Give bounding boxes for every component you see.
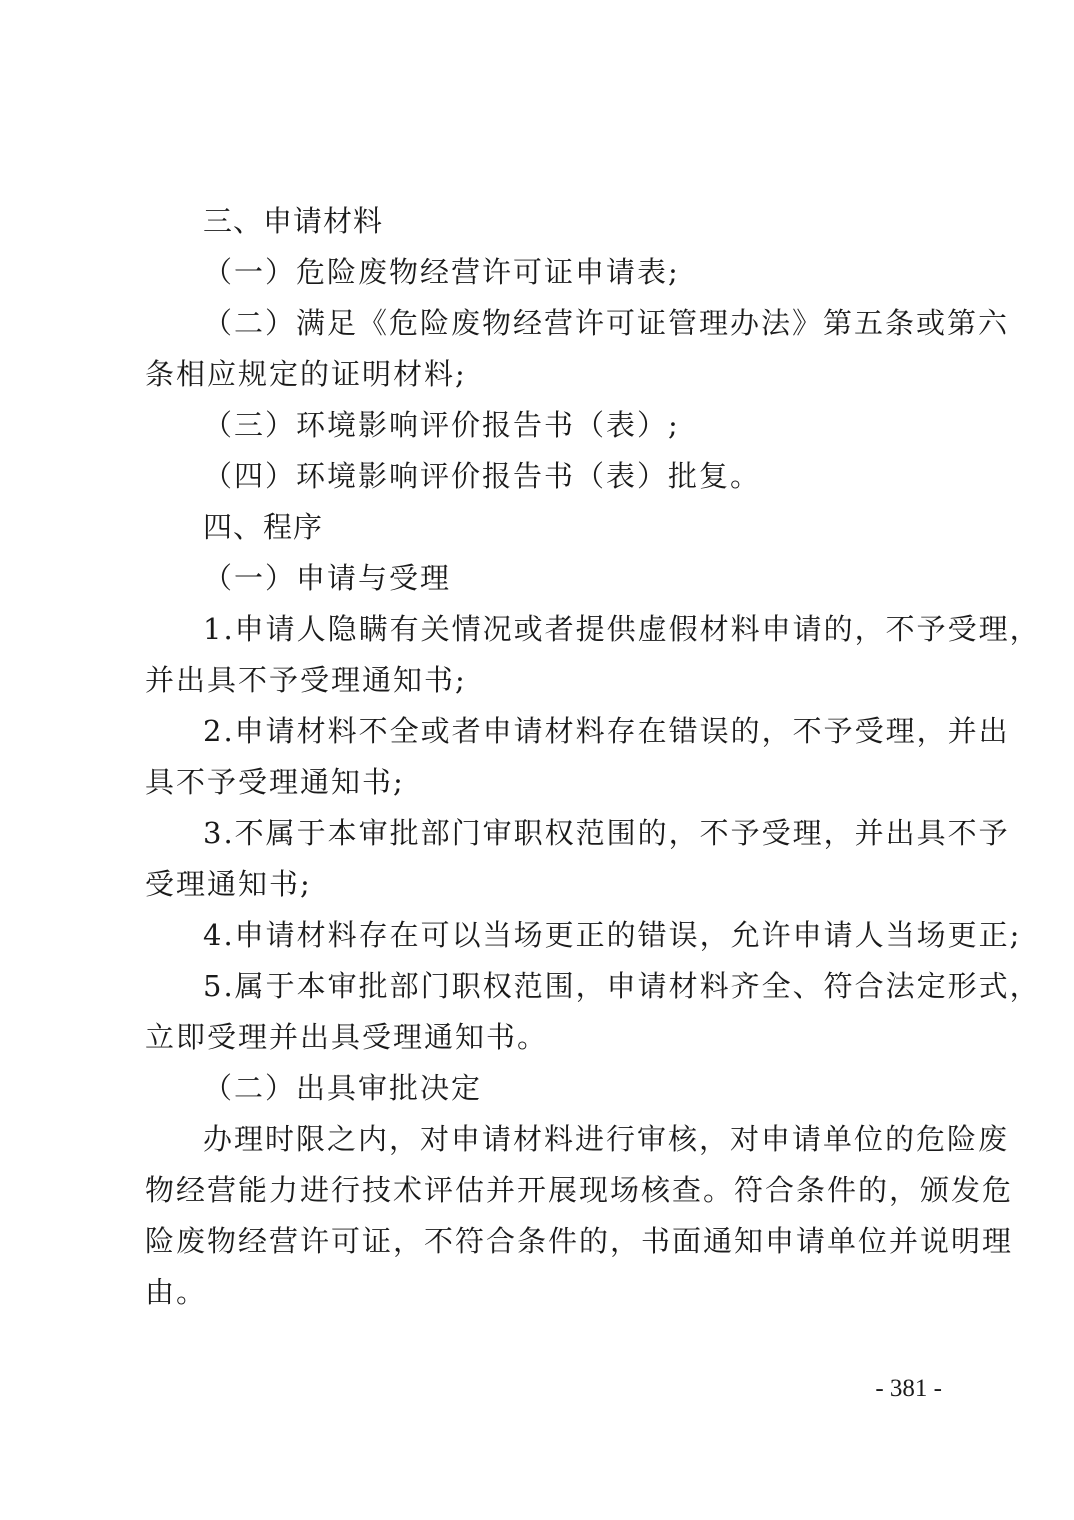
paragraph-line: 办理时限之内，对申请材料进行审核，对申请单位的危险废 bbox=[203, 1122, 1010, 1156]
document-body bbox=[145, 196, 1041, 1318]
paragraph-line: 受理通知书; bbox=[145, 867, 312, 901]
paragraph-line: 物经营能力进行技术评估并开展现场核查。符合条件的，颁发危 bbox=[145, 1173, 1014, 1207]
subsection-heading: （二）出具审批决定 bbox=[203, 1071, 483, 1105]
paragraph-line: 5.属于本审批部门职权范围，申请材料齐全、符合法定形式， bbox=[203, 969, 1041, 1003]
paragraph-line: 由。 bbox=[145, 1275, 208, 1309]
page-number: - 381 - bbox=[875, 1375, 942, 1402]
paragraph-line: 2.申请材料不全或者申请材料存在错误的，不予受理，并出 bbox=[203, 714, 1010, 748]
paragraph-line: （三）环境影响评价报告书（表）; bbox=[203, 408, 680, 442]
paragraph-line: （一）危险废物经营许可证申请表; bbox=[203, 255, 680, 289]
paragraph-line: 条相应规定的证明材料; bbox=[145, 357, 467, 391]
paragraph-line: 并出具不予受理通知书; bbox=[145, 663, 467, 697]
subsection-heading: （一）申请与受理 bbox=[203, 561, 452, 595]
paragraph-line: 险废物经营许可证，不符合条件的，书面通知申请单位并说明理 bbox=[145, 1224, 1014, 1258]
paragraph-line: 立即受理并出具受理通知书。 bbox=[145, 1020, 549, 1054]
paragraph-line: 3.不属于本审批部门审职权范围的，不予受理，并出具不予 bbox=[203, 816, 1010, 850]
paragraph-line: 4.申请材料存在可以当场更正的错误，允许申请人当场更正; bbox=[203, 918, 1022, 952]
paragraph-line: （二）满足《危险废物经营许可证管理办法》第五条或第六 bbox=[203, 306, 1010, 340]
paragraph-line: 具不予受理通知书; bbox=[145, 765, 405, 799]
section-heading-application-materials: 三、申请材料 bbox=[203, 204, 384, 238]
paragraph-line: （四）环境影响评价报告书（表）批复。 bbox=[203, 459, 762, 493]
section-heading-procedure: 四、程序 bbox=[203, 510, 324, 544]
paragraph-line: 1.申请人隐瞒有关情况或者提供虚假材料申请的，不予受理， bbox=[203, 612, 1041, 646]
